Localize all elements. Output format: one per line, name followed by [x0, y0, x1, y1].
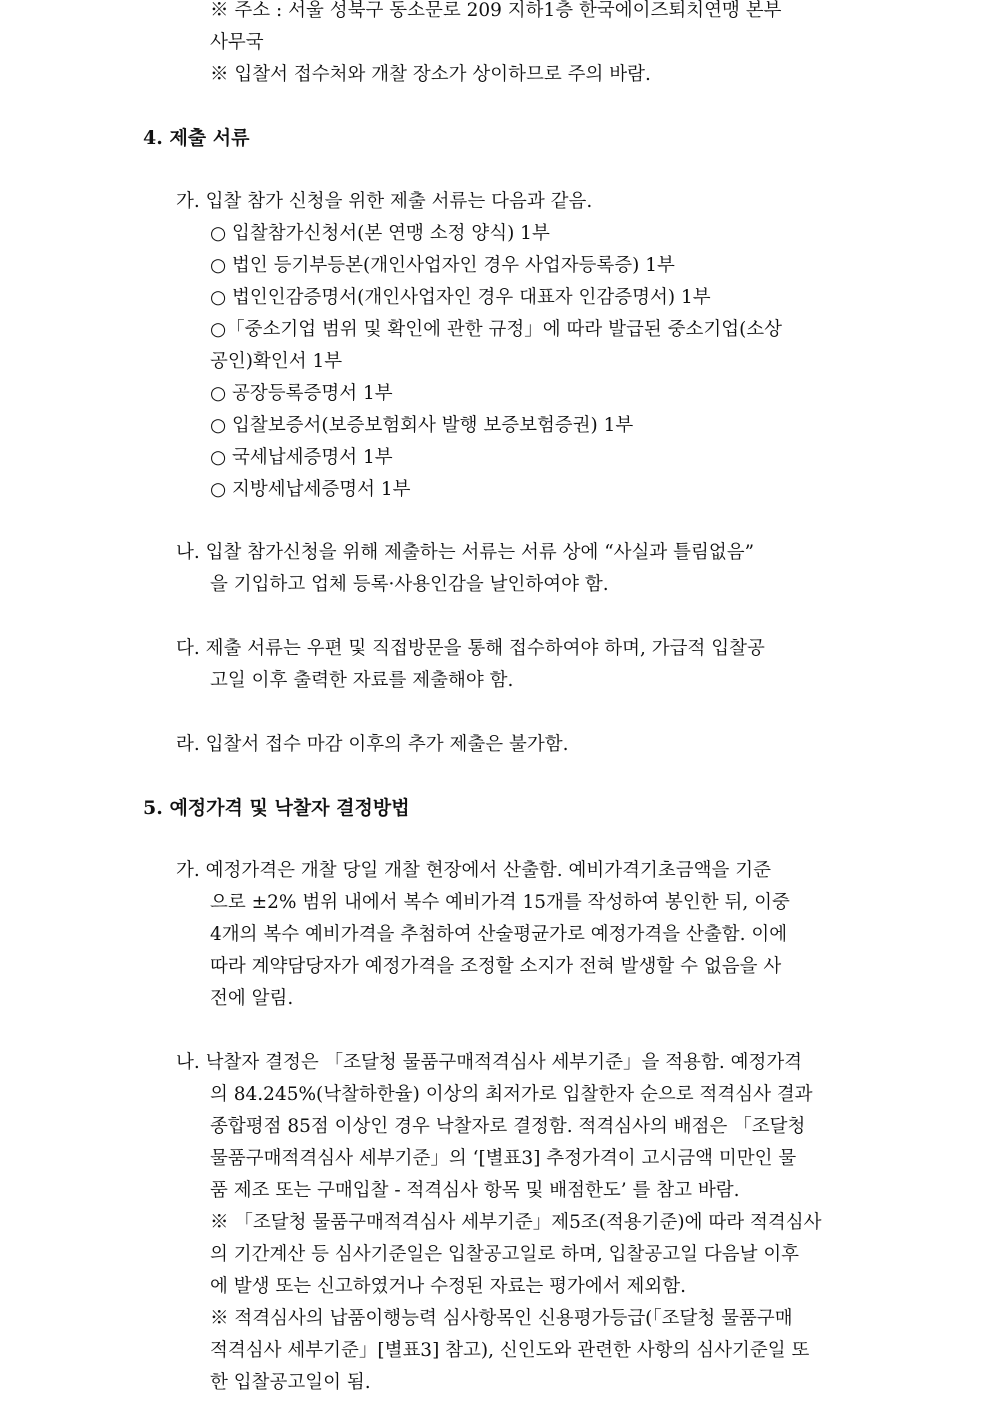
- section4-na-line2: 을 기입하고 업체 등록·사용인감을 날인하여야 함.: [210, 574, 609, 595]
- section5-note-line: ※ 「조달청 물품구매적격심사 세부기준」제5조(적용기준)에 따라 적격심사: [210, 1212, 822, 1233]
- section5-note-line: 에 발생 또는 신고하였거나 수정된 자료는 평가에서 제외함.: [210, 1276, 686, 1297]
- section5-heading: 5. 예정가격 및 낙찰자 결정방법: [143, 797, 410, 819]
- section4-na-line1: 나. 입찰 참가신청을 위해 제출하는 서류는 서류 상에 “사실과 틀림없음”: [176, 542, 755, 563]
- section5-ga-line: 4개의 복수 예비가격을 추첨하여 산술평균가로 예정가격을 산출함. 이에: [210, 924, 788, 945]
- section4-ga-line: 가. 입찰 참가 신청을 위한 제출 서류는 다음과 같음.: [176, 191, 593, 212]
- doc-item-continuation: 공인)확인서 1부: [210, 351, 343, 372]
- doc-item: ○ 국세납세증명서 1부: [210, 447, 393, 468]
- doc-item: ○ 지방세납세증명서 1부: [210, 479, 411, 500]
- section5-note-line: ※ 적격심사의 납품이행능력 심사항목인 신용평가등급(「조달청 물품구매: [210, 1308, 793, 1329]
- section5-na-line: 나. 낙찰자 결정은 「조달청 물품구매적격심사 세부기준」을 적용함. 예정가격: [176, 1052, 803, 1073]
- section5-na-line: 물품구매적격심사 세부기준」의 ‘[별표3] 추정가격이 고시금액 미만인 물: [210, 1148, 797, 1169]
- doc-item: ○ 입찰참가신청서(본 연맹 소정 양식) 1부: [210, 223, 550, 244]
- section4-ra-line: 라. 입찰서 접수 마감 이후의 추가 제출은 불가함.: [176, 734, 569, 755]
- section5-ga-line: 따라 계약담당자가 예정가격을 조정할 소지가 전혀 발생할 수 없음을 사: [210, 956, 782, 977]
- caution-note: ※ 입찰서 접수처와 개찰 장소가 상이하므로 주의 바람.: [210, 64, 651, 85]
- section5-ga-line: 전에 알림.: [210, 988, 294, 1009]
- section5-na-line: 의 84.245%(낙찰하한율) 이상의 최저가로 입찰한자 순으로 적격심사 결과: [210, 1084, 813, 1105]
- section4-da-line2: 고일 이후 출력한 자료를 제출해야 함.: [210, 670, 514, 691]
- doc-item: ○「중소기업 범위 및 확인에 관한 규정」에 따라 발급된 중소기업(소상: [210, 319, 783, 340]
- section5-ga-line: 가. 예정가격은 개찰 당일 개찰 현장에서 산출함. 예비가격기초금액을 기준: [176, 860, 771, 881]
- section5-ga-line: 으로 ±2% 범위 내에서 복수 예비가격 15개를 작성하여 봉인한 뒤, 이중: [210, 892, 790, 913]
- address-note-line2: 사무국: [210, 32, 264, 53]
- doc-item: ○ 법인 등기부등본(개인사업자인 경우 사업자등록증) 1부: [210, 255, 675, 276]
- section5-na-line: 종합평점 85점 이상인 경우 낙찰자로 결정함. 적격심사의 배점은 「조달청: [210, 1116, 806, 1137]
- section5-note-line: 의 기간계산 등 심사기준일은 입찰공고일로 하며, 입찰공고일 다음날 이후: [210, 1244, 800, 1265]
- section4-da-line1: 다. 제출 서류는 우편 및 직접방문을 통해 접수하여야 하며, 가급적 입찰공: [176, 638, 765, 659]
- doc-item: ○ 법인인감증명서(개인사업자인 경우 대표자 인감증명서) 1부: [210, 287, 711, 308]
- address-note-line1: ※ 주소 : 서울 성북구 동소문로 209 지하1층 한국에이즈퇴치연맹 본부: [210, 0, 782, 21]
- doc-item: ○ 공장등록증명서 1부: [210, 383, 393, 404]
- section4-heading: 4. 제출 서류: [143, 127, 250, 149]
- section5-na-line: 품 제조 또는 구매입찰 - 적격심사 항목 및 배점한도’ 를 참고 바람.: [210, 1180, 740, 1201]
- doc-item: ○ 입찰보증서(보증보험회사 발행 보증보험증권) 1부: [210, 415, 634, 436]
- section5-note-line: 적격심사 세부기준」[별표3] 참고), 신인도와 관련한 사항의 심사기준일 또: [210, 1340, 810, 1361]
- section5-note-line: 한 입찰공고일이 됨.: [210, 1372, 371, 1393]
